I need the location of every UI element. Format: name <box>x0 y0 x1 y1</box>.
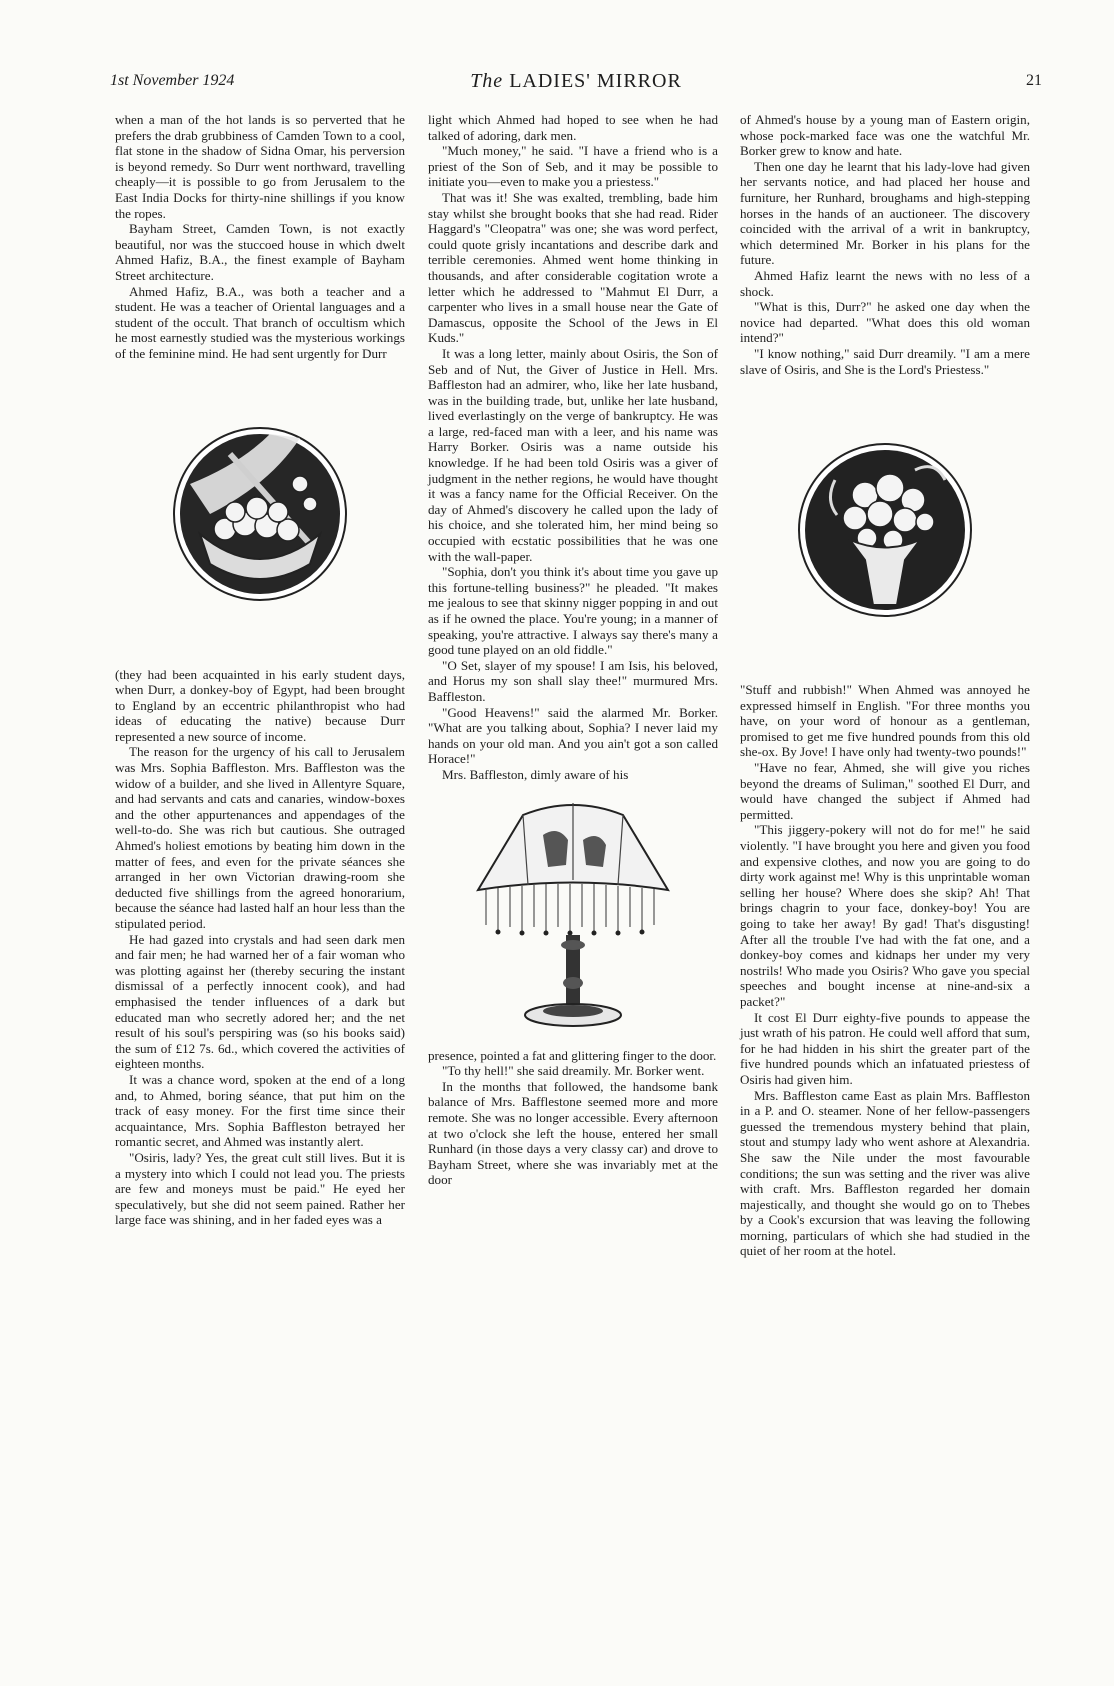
paragraph: presence, pointed a fat and glittering finger to the door. <box>428 1047 717 1063</box>
paragraph: of Ahmed's house by a young man of Eastern origin, whose pock-marked face was one the watchful Mr. Borker grew to know and hate. <box>740 112 1030 159</box>
text-column-3 <box>740 112 1030 1259</box>
magazine-title-the: The <box>470 70 504 92</box>
running-header <box>110 72 1042 100</box>
paragraph: "Much money," he said. "I have a friend who is a priest of the Son of Seb, and it may be possible to initiate you—even to make you a priestess." <box>428 143 718 190</box>
fruit-bowl-illustration <box>115 362 405 667</box>
fruit-vase-vignette <box>795 440 975 620</box>
paragraph: Ahmed Hafiz learnt the news with no less of a shock. <box>740 267 1030 299</box>
paragraph: light which Ahmed had hoped to see when he had talked of adoring, dark men. <box>428 112 718 143</box>
fruit-vase-illustration <box>740 377 1030 682</box>
paragraph: "Good Heavens!" said the alarmed Mr. Borker. "What are you talking about, Sophia? I never laid my hands on your old man. And you ain't got a son called Horace!" <box>428 704 718 767</box>
paragraph: Mrs. Baffleston came East as plain Mrs. Baffleston in a P. and O. steamer. None of her fellow-passengers guessed the tremendous mystery behind that plain, stout and stumpy lady who went ashore at Alexandria. She saw the Nile under the most favourable conditions; the sun was setting and the river was alive with craft. Mrs. Baffleston regarded her domain majestically, and thought she would go on to Thebes by a Cook's excursion that was leaving the following morning, particulars of which she had studied in the quiet of her room at the hotel. <box>740 1087 1030 1259</box>
paragraph: It was a chance word, spoken at the end of a long and, to Ahmed, boring séance, that put him on the track of easy money. For the first time since their acquaintance, Mrs. Sophia Baffleston betrayed her romantic secret, and Ahmed was instantly alert. <box>115 1071 405 1150</box>
paragraph: "O Set, slayer of my spouse! I am Isis, his beloved, and Horus my son shall slay thee!" murmured Mrs. Baffleston. <box>428 657 718 704</box>
paragraph: "Have no fear, Ahmed, she will give you riches beyond the dreams of Suliman," soothed El Durr, and would have changed the subject if Ahmed had permitted. <box>740 760 1030 822</box>
paragraph: "Osiris, lady? Yes, the great cult still lives. But it is a mystery into which I could not lead you. The priests are few and moneys must be paid." He eyed her speculatively, but she did not seem pained. Rather her large face was shining, and in her faded eyes was a <box>115 1149 405 1228</box>
paragraph: "What is this, Durr?" he asked one day when the novice had departed. "What does this old woman intend?" <box>740 299 1030 346</box>
paragraph: It cost El Durr eighty-five pounds to appease the just wrath of his patron. He could well afford that sum, for he had hidden in his shirt the greater part of the five hundred pounds which an infatuated priestess of Osiris had given him. <box>740 1009 1030 1087</box>
fruit-bowl-vignette <box>170 424 350 604</box>
table-lamp-vignette <box>468 795 678 1035</box>
paragraph: (they had been acquainted in his early student days, when Durr, a donkey-boy of Egypt, had been brought to England by an eccentric philanthropist who had ideas of educating the native) because Durr represented a new source of income. <box>115 666 405 744</box>
text-column-1 <box>115 112 405 1228</box>
issue-date: 1st November 1924 <box>110 72 235 89</box>
paragraph: "I know nothing," said Durr dreamily. "I am a mere slave of Osiris, and She is the Lord's Priestess." <box>740 345 1030 377</box>
paragraph: The reason for the urgency of his call to Jerusalem was Mrs. Sophia Baffleston. Mrs. Baffleston was the widow of a builder, and she lived in Allentyre Square, and had servants and cats and canaries, window-boxes and the other appurtenances and appendages of the well-to-do. She was rich but cautious. She outraged Ahmed's holiest emotions by beating him down in the matter of fees, and even for the private séances she arranged in her own Victorian drawing-room she deducted five shillings from the agreed honorarium, because the séance had lasted half an hour less than the stipulated period. <box>115 744 405 931</box>
table-lamp-illustration <box>428 783 718 1048</box>
paragraph: "This jiggery-pokery will not do for me!" he said violently. "I have brought you here and given you food and expensive clothes, and now you are going to do dirty work against me! Why is this unprintable woman selling her house? Where does she skip? Ah! That brings chagrin to your face, donkey-boy! You are going to take her away! By gad! That's disgusting! After all the trouble I've had with the fat one, and a donkey-boy comes and kidnaps her under my very nostrils! Who made you Osiris? Who gave you special speeches and bought incense at nine-and-six a packet?" <box>740 822 1030 1009</box>
paragraph: He had gazed into crystals and had seen dark men and fair men; he had warned her of a fair woman who was plotting against her (thereby securing the instant dismissal of a perfectly innocent cook), and had emphasised the tender influences of a dark but educated man who secretly adored her; and the net result of his soul's perspiring was (so his books said) the sum of £12 7s. 6d., which covered the activities of eighteen months. <box>115 931 405 1072</box>
paragraph: It was a long letter, mainly about Osiris, the Son of Seb and of Nut, the Giver of Justice in Hell. Mrs. Baffleston had an admirer, who, like her late husband, was in the building trade, but, unlike her late husband, lived everlastingly on the verge of bankruptcy. He was a large, red-faced man with a leer, and his name was Harry Borker. Osiris was a name outside his knowledge. If he had been told Osiris was a giver of judgment in the nether regions, he would have thought it was a fancy name for the Official Receiver. On the day of Ahmed's discovery he called upon the lady of his choice, and she tolerated him, her mind being so occupied with ecstatic possibilities that he was one with the wall-paper. <box>428 345 718 564</box>
page-number: 21 <box>1026 72 1042 89</box>
paragraph: when a man of the hot lands is so perverted that he prefers the drab grubbiness of Camden Town to a cool, flat stone in the shadow of Sidna Omar, his perversion is beyond remedy. So Durr went northward, travelling cheaply—it is possible to go from Jerusalem to the East India Docks for thirty-nine shillings if you know the ropes. <box>115 112 405 221</box>
paragraph: "Sophia, don't you think it's about time you gave up this fortune-telling business?" he pleaded. "It makes me jealous to see that skinny nigger popping in and out as if he owned the place. You're young; in a manner of speaking, you're attractive. I always say there's many a good tune played on an old fiddle." <box>428 564 718 658</box>
paragraph: In the months that followed, the handsome bank balance of Mrs. Bafflestone seemed more and more remote. She was no longer accessible. Every afternoon at two o'clock she left the house, entered her small Runhard (in those days a very classy car) and drove to Bayham Street, where she was invariably met at the door <box>428 1078 718 1188</box>
magazine-title-rest: LADIES' MIRROR <box>509 70 682 92</box>
paragraph: "To thy hell!" she said dreamily. Mr. Borker went. <box>442 1063 705 1079</box>
paragraph: That was it! She was exalted, trembling, bade him stay whilst she brought books that she had read. Rider Haggard's "Cleopatra" was one; she was word perfect, could quote grisly incantations and describe dark and terrible ceremonies. Ahmed went home thinking in thousands, and after considerable cogitation wrote a letter which he addressed to "Mahmut El Durr, a carpenter who lives in a small house near the Gate of Damascus, opposite the School of the Jews in El Kuds." <box>428 189 718 346</box>
paragraph: Ahmed Hafiz, B.A., was both a teacher and a student. He was a teacher of Oriental languages and a student of the occult. That branch of occultism which he most earnestly studied was the mysterious workings of the feminine mind. He had sent urgently for Durr <box>115 283 405 361</box>
text-column-2 <box>428 112 718 1188</box>
paragraph: Bayham Street, Camden Town, is not exactly beautiful, nor was the stuccoed house in which dwelt Ahmed Hafiz, B.A., the finest example of Bayham Street architecture. <box>115 221 405 283</box>
paragraph: Then one day he learnt that his lady-love had given her servants notice, and had placed her house and furniture, her Runhard, broughams and high-stepping horses in the hands of an auctioneer. The discovery coincided with the arrival of a writ in bankruptcy, which determined Mr. Borker in his plans for the future. <box>740 158 1030 268</box>
magazine-title <box>110 70 1042 93</box>
paragraph: "Stuff and rubbish!" When Ahmed was annoyed he expressed himself in English. "For three months you have, on your word of honour as a gentleman, promised to get me five hundred pounds from this old she-ox. By Jove! I have only had twenty-two pounds!" <box>740 682 1030 760</box>
paragraph: Mrs. Baffleston, dimly aware of his <box>442 766 629 782</box>
